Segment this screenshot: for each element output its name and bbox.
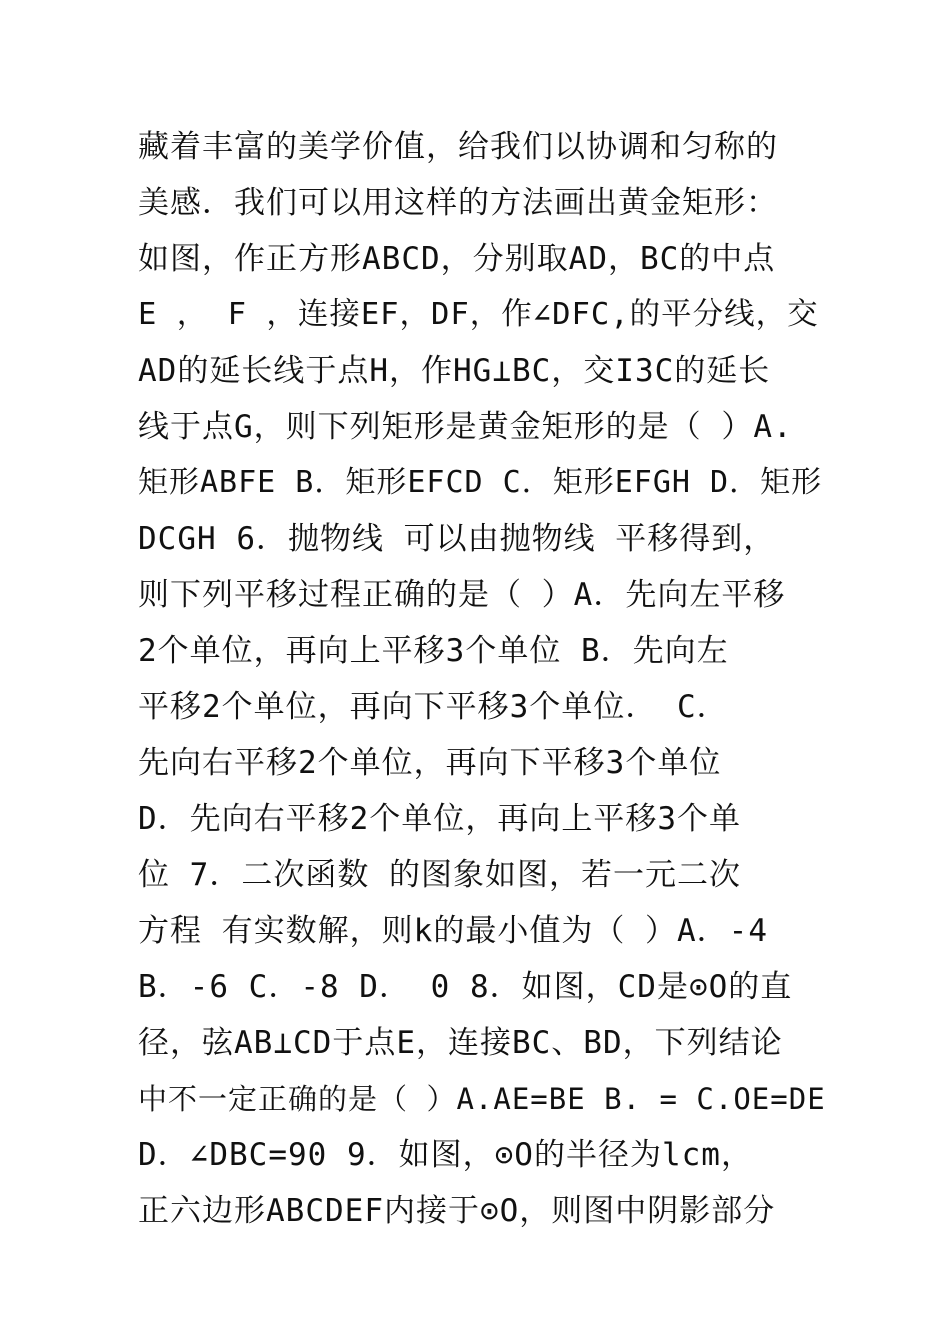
text-line: 则下列平移过程正确的是（ ）A．先向左平移 (138, 577, 786, 613)
text-line: 径，弦AB⊥CD于点E，连接BC、BD，下列结论 (138, 1025, 783, 1061)
text-line: 方程 有实数解，则k的最小值为（ ）A．-4 (138, 913, 768, 949)
text-line: 中不一定正确的是（ ）A.AE=BE B. = C.OE=DE (138, 1082, 826, 1116)
text-line: 平移2个单位，再向下平移3个单位． C． (138, 689, 729, 725)
text-line: E ， F ，连接EF，DF，作∠DFC,的平分线，交 (138, 297, 819, 332)
text-line: 位 7．二次函数 的图象如图，若一元二次 (138, 857, 741, 893)
text-line: DCGH 6．抛物线 可以由抛物线 平移得到， (138, 521, 776, 557)
text-line: D．∠DBC=90 9．如图，⊙O的半径为lcm， (138, 1137, 753, 1173)
text-line: 矩形ABFE B．矩形EFCD C．矩形EFGH D．矩形 (138, 465, 823, 500)
text-line: D．先向右平移2个单位，再向上平移3个单 (138, 801, 741, 837)
text-line: AD的延长线于点H，作HG⊥BC，交I3C的延长 (138, 353, 771, 389)
text-line: 如图，作正方形ABCD，分别取AD，BC的中点 (138, 241, 776, 277)
text-line: 藏着丰富的美学价值，给我们以协调和匀称的 (138, 129, 778, 165)
text-line: B．-6 C．-8 D． 0 8．如图，CD是⊙O的直 (138, 969, 793, 1005)
text-line: 正六边形ABCDEF内接于⊙O，则图中阴影部分 (138, 1193, 776, 1229)
text-line: 美感．我们可以用这样的方法画出黄金矩形： (138, 185, 778, 221)
text-line: 2个单位，再向上平移3个单位 B．先向左 (138, 633, 729, 669)
text-line: 先向右平移2个单位，再向下平移3个单位 (138, 745, 722, 781)
text-line: 线于点G，则下列矩形是黄金矩形的是（ ）A. (138, 409, 793, 445)
